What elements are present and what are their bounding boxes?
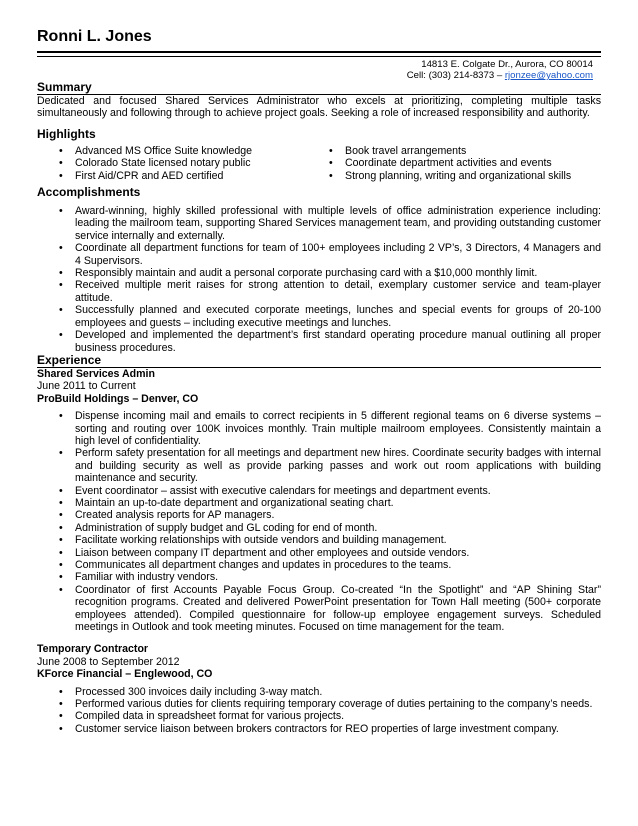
highlights-heading: Highlights [37,126,96,141]
job-entry [37,368,601,634]
header-divider [37,51,601,57]
job-duty-item: • Compiled data in spreadsheet format for various projects. [37,710,601,722]
job-duty-item: • Administration of supply budget and GL coding for end of month. [37,522,601,534]
job-entry [37,643,601,735]
job-company: KForce Financial – Englewood, CO [37,668,213,681]
job-duty-item: • Liaison between company IT department and other employees and outside vendors. [37,547,601,559]
accomplishment-item: • Developed and implemented the department’s first standard operating procedure manual outlining all proper business procedures. [37,329,601,354]
job-duty-item: • Coordinator of first Accounts Payable Focus Group. Co-created “In the Spotlight” and “AP Shining Star” recognition programs. Created and delivered PowerPoint presentation for Town Hall meeting (500+ corporate employees attended). Compiled questionnaire for follow-up employee engagement surveys. Scheduled meetings in Outlook and took meeting minutes. Focused on time management for the team. [37,584,601,634]
experience-heading: Experience [37,354,601,368]
job-duty-item: • Facilitate working relationships with outside vendors and building management. [37,534,601,546]
summary-text: Dedicated and focused Shared Services Administrator who excels at prioritizing, completing multiple tasks simultaneously and following through to achieve project goals. Seeking a role of increased responsibility and authority. [37,95,601,120]
highlight-item: • Advanced MS Office Suite knowledge [37,145,319,157]
job-duty-item: • Event coordinator – assist with executive calendars for meetings and department events. [37,485,601,497]
candidate-name: Ronni L. Jones [37,28,152,45]
highlights-left [37,145,319,182]
resume-page [37,27,601,735]
accomplishment-item: • Award-winning, highly skilled professional with multiple levels of office administration experience including: leading the mailroom team, supporting Shared Services management team, and providing outstanding customer service internally and externally. [37,205,601,242]
summary-heading: Summary [37,81,601,95]
job-duty-item: • Communicates all department changes and updates in procedures to the teams. [37,559,601,571]
phone-email-line [37,70,593,81]
job-duty-item: • Created analysis reports for AP managers. [37,509,601,521]
phone: Cell: (303) 214-8373 – [406,70,505,81]
accomplishments-heading: Accomplishments [37,185,141,200]
job-company: ProBuild Holdings – Denver, CO [37,392,199,405]
highlight-item: • Book travel arrangements [319,145,601,157]
highlight-item: • First Aid/CPR and AED certified [37,170,319,182]
highlights-right [319,145,601,182]
accomplishment-item: • Successfully planned and executed corporate meetings, lunches and special events for groups of 20-100 employees and guests – including executive meetings and lunches. [37,304,601,329]
email-link[interactable]: rjonzee@yahoo.com [504,70,593,81]
accomplishments-list [37,205,601,354]
job-duties-list [37,410,601,633]
job-duty-item: • Customer service liaison between brokers contractors for REO properties of large investment company. [37,723,601,735]
highlights-list [37,145,601,182]
job-dates: June 2008 to September 2012 [37,655,180,668]
highlight-item: • Coordinate department activities and events [319,157,601,169]
job-duty-item: • Dispense incoming mail and emails to correct recipients in 5 different regional teams on 6 diverse systems – sorting and routing over 100K invoices monthly. Train multiple mailroom employees. Consistently maintain a high level of confidentiality. [37,410,601,447]
job-dates: June 2011 to Current [37,380,136,393]
job-title: Shared Services Admin [37,367,155,380]
job-duties-list [37,686,601,736]
job-title: Temporary Contractor [37,643,149,656]
accomplishment-item: • Responsibly maintain and audit a personal corporate purchasing card with a $10,000 monthly limit. [37,267,601,279]
accomplishment-item: • Coordinate all department functions for team of 100+ employees including 2 VP’s, 3 Directors, 4 Managers and 4 Supervisors. [37,242,601,267]
accomplishment-item: • Received multiple merit raises for strong attention to detail, exemplary customer service and team-player attitude. [37,279,601,304]
job-duty-item: • Performed various duties for clients requiring temporary coverage of duties pertaining to the company’s needs. [37,698,601,710]
job-duty-item: • Perform safety presentation for all meetings and department new hires. Coordinate security badges with internal and building security as well as provide parking passes and work out room applications with building maintenance and security. [37,447,601,484]
job-duty-item: • Processed 300 invoices daily including 3-way match. [37,686,601,698]
highlight-item: • Colorado State licensed notary public [37,157,319,169]
address: 14813 E. Colgate Dr., Aurora, CO 80014 [421,59,593,70]
job-duty-item: • Familiar with industry vendors. [37,571,601,583]
job-duty-item: • Maintain an up-to-date department and organizational seating chart. [37,497,601,509]
contact-block [37,59,601,81]
highlight-item: • Strong planning, writing and organizational skills [319,170,601,182]
